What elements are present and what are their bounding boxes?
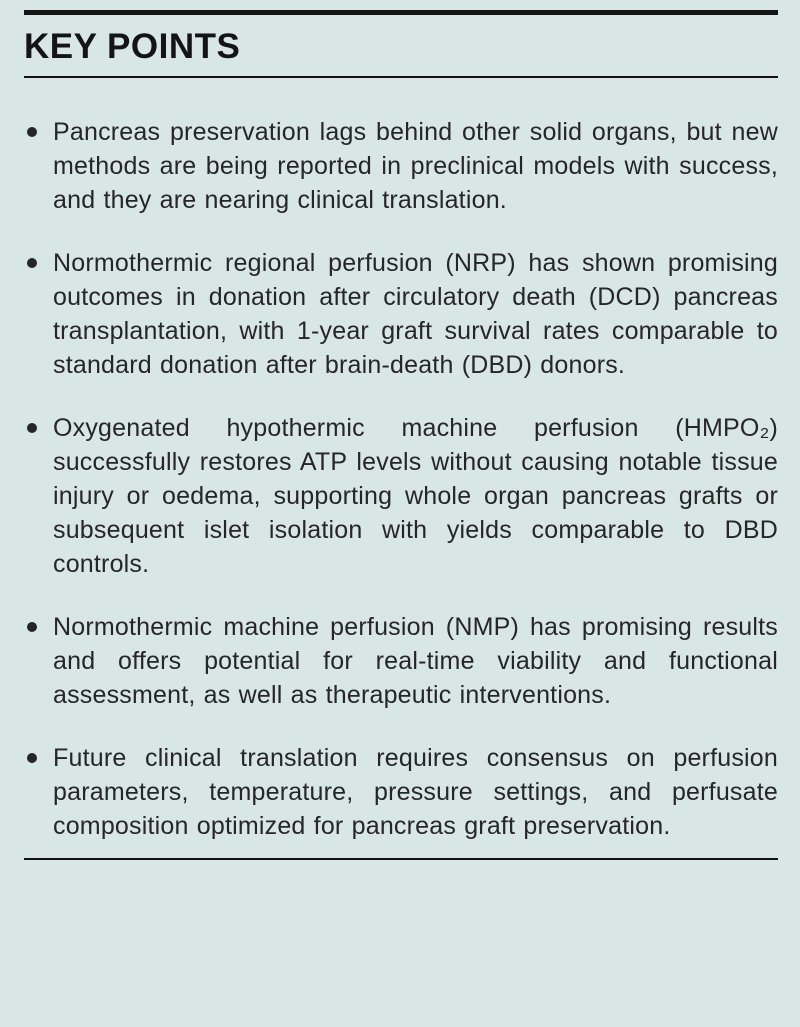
top-rule [24,10,778,15]
key-point-text: Normothermic machine perfusion (NMP) has promising results and offers potential for real-time viability and functional assessment, as well as therapeutic interventions. [53,613,778,709]
bullet-icon [27,127,37,137]
key-point-text: Oxygenated hypothermic machine perfusion (HMPO₂) successfully restores ATP levels without causing notable tissue injury or oedema, supporting whole organ pancreas grafts or subsequent islet isolation with yields comparable to DBD controls. [53,414,778,578]
bottom-rule [24,858,778,860]
key-point-item [26,741,778,843]
key-point-item [26,246,778,382]
bullet-icon [27,258,37,268]
bullet-icon [27,423,37,433]
key-point-item [26,411,778,581]
key-point-text: Future clinical translation requires consensus on perfusion parameters, temperature, pressure settings, and perfusate composition optimized for pancreas graft preservation. [53,744,778,840]
key-points-list [24,78,778,843]
panel-title: KEY POINTS [24,27,241,66]
bullet-icon [27,753,37,763]
key-point-item [26,610,778,712]
key-point-text: Normothermic regional perfusion (NRP) has shown promising outcomes in donation after circulatory death (DCD) pancreas transplantation, with 1-year graft survival rates comparable to standard donation after brain-death (DBD) donors. [53,249,778,379]
bullet-icon [27,622,37,632]
key-point-item [26,115,778,217]
key-point-text: Pancreas preservation lags behind other solid organs, but new methods are being reported in preclinical models with success, and they are nearing clinical translation. [53,118,778,214]
